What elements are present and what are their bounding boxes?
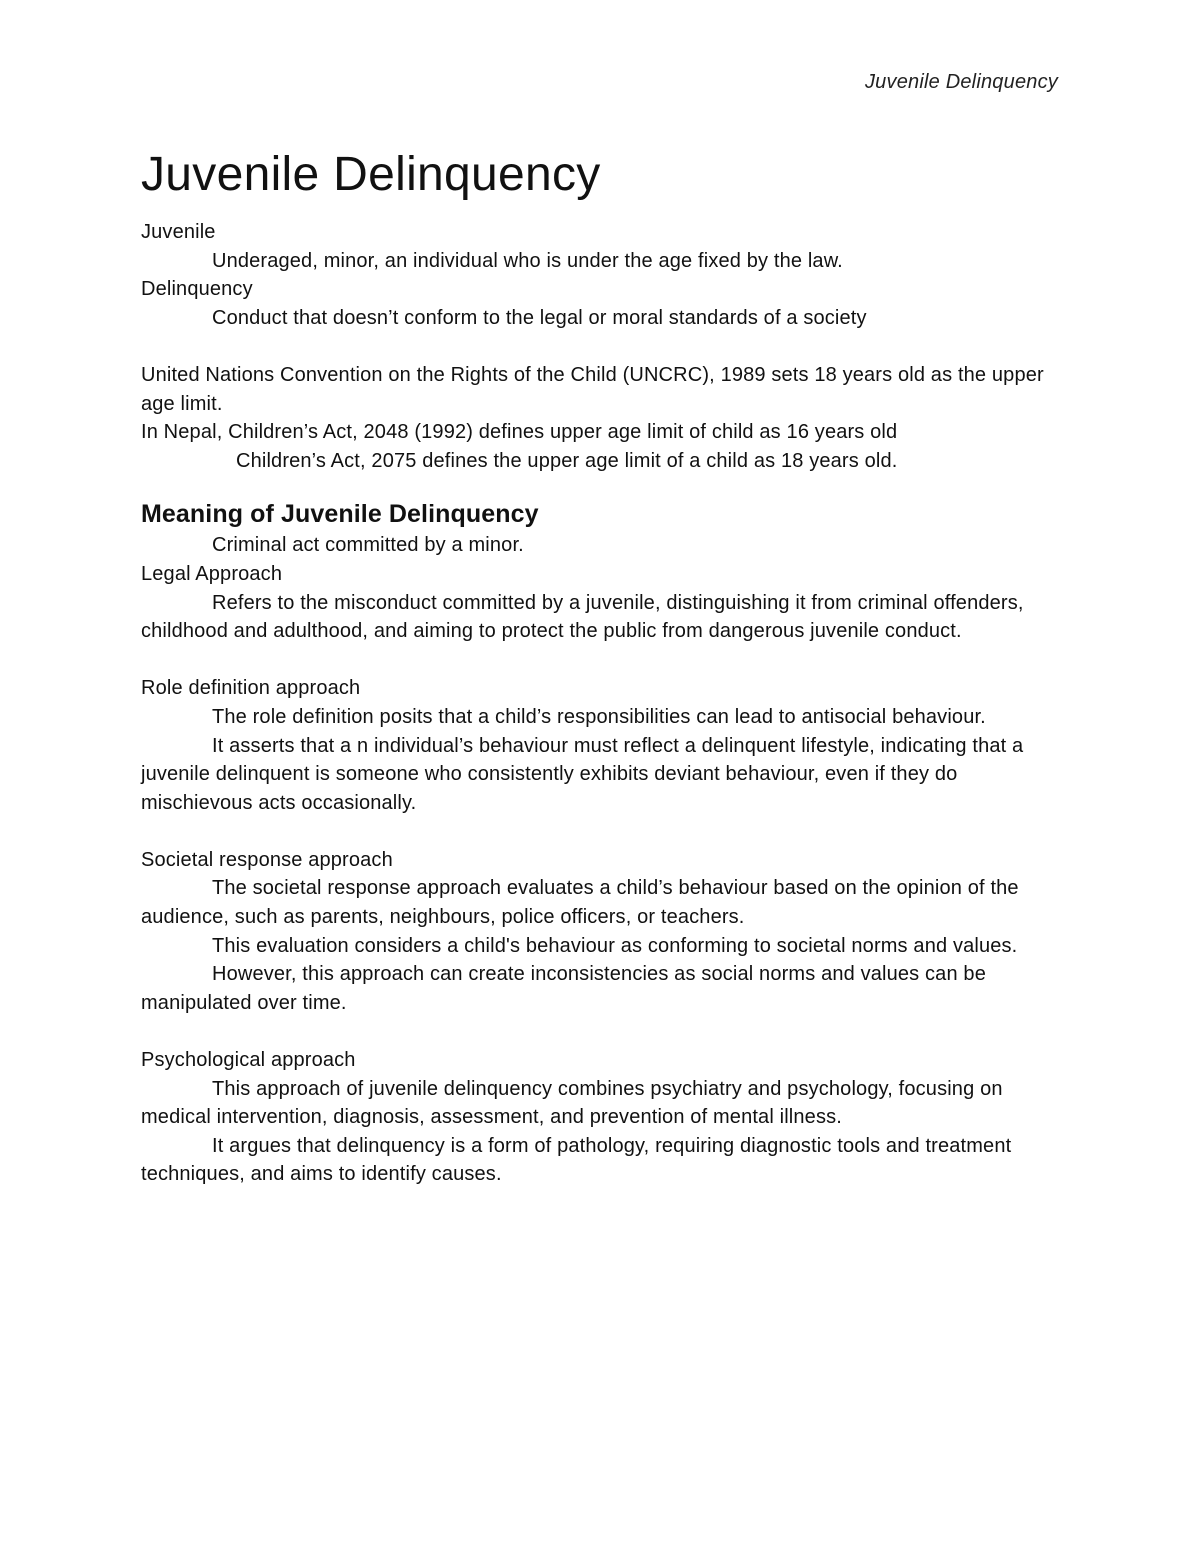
societal-approach-paragraph: However, this approach can create inconsistencies as social norms and values can be manipulated over time. bbox=[141, 963, 986, 1014]
nepal-2075-statement: Children’s Act, 2075 defines the upper age limit of a child as 18 years old. bbox=[236, 449, 898, 472]
spacer bbox=[141, 817, 1061, 846]
role-approach-paragraph: The role definition posits that a child’s responsibilities can lead to antisocial behaviour. bbox=[212, 705, 986, 728]
societal-approach-paragraph: This evaluation considers a child's behaviour as conforming to societal norms and values. bbox=[212, 934, 1018, 957]
psychological-approach-label: Psychological approach bbox=[141, 1049, 356, 1072]
societal-approach-label: Societal response approach bbox=[141, 848, 393, 871]
psychological-approach-paragraph: It argues that delinquency is a form of pathology, requiring diagnostic tools and treatment techniques, and aims to identify causes. bbox=[141, 1134, 1012, 1186]
section-heading-meaning: Meaning of Juvenile Delinquency bbox=[141, 500, 539, 529]
document-title: Juvenile Delinquency bbox=[141, 148, 601, 201]
societal-approach-paragraph: The societal response approach evaluates a child’s behaviour based on the opinion of the audience, such as parents, neighbours, police officers, or teachers. bbox=[141, 877, 1019, 929]
role-approach-paragraph: It asserts that a n individual’s behaviour must reflect a delinquent lifestyle, indicating that a juvenile delinquent is someone who consistently exhibits deviant behaviour, even if they do mischievous acts occasionally. bbox=[141, 734, 1024, 814]
definition-delinquency: Conduct that doesn’t conform to the legal or moral standards of a society bbox=[212, 306, 867, 329]
legal-approach-label: Legal Approach bbox=[141, 562, 283, 585]
psychological-approach-paragraph: This approach of juvenile delinquency combines psychiatry and psychology, focusing on medical intervention, diagnosis, assessment, and prevention of mental illness. bbox=[141, 1077, 1003, 1129]
legal-approach-text: Refers to the misconduct committed by a juvenile, distinguishing it from criminal offenders, childhood and adulthood, and aiming to protect the public from dangerous juvenile conduct. bbox=[141, 591, 1024, 643]
term-juvenile: Juvenile bbox=[141, 221, 216, 243]
role-approach-label: Role definition approach bbox=[141, 677, 361, 700]
meaning-intro: Criminal act committed by a minor. bbox=[212, 534, 524, 557]
spacer bbox=[141, 646, 1061, 675]
document-body bbox=[141, 146, 1061, 1189]
spacer bbox=[141, 332, 1061, 361]
term-delinquency: Delinquency bbox=[141, 278, 253, 301]
nepal-1992-statement: In Nepal, Children’s Act, 2048 (1992) defines upper age limit of child as 16 years old bbox=[141, 421, 898, 444]
spacer bbox=[141, 1017, 1061, 1046]
definition-juvenile: Underaged, minor, an individual who is under the age fixed by the law. bbox=[212, 249, 843, 272]
uncrc-statement: United Nations Convention on the Rights of the Child (UNCRC), 1989 sets 18 years old as the upper age limit. bbox=[141, 363, 1044, 415]
running-header: Juvenile Delinquency bbox=[864, 71, 1058, 93]
